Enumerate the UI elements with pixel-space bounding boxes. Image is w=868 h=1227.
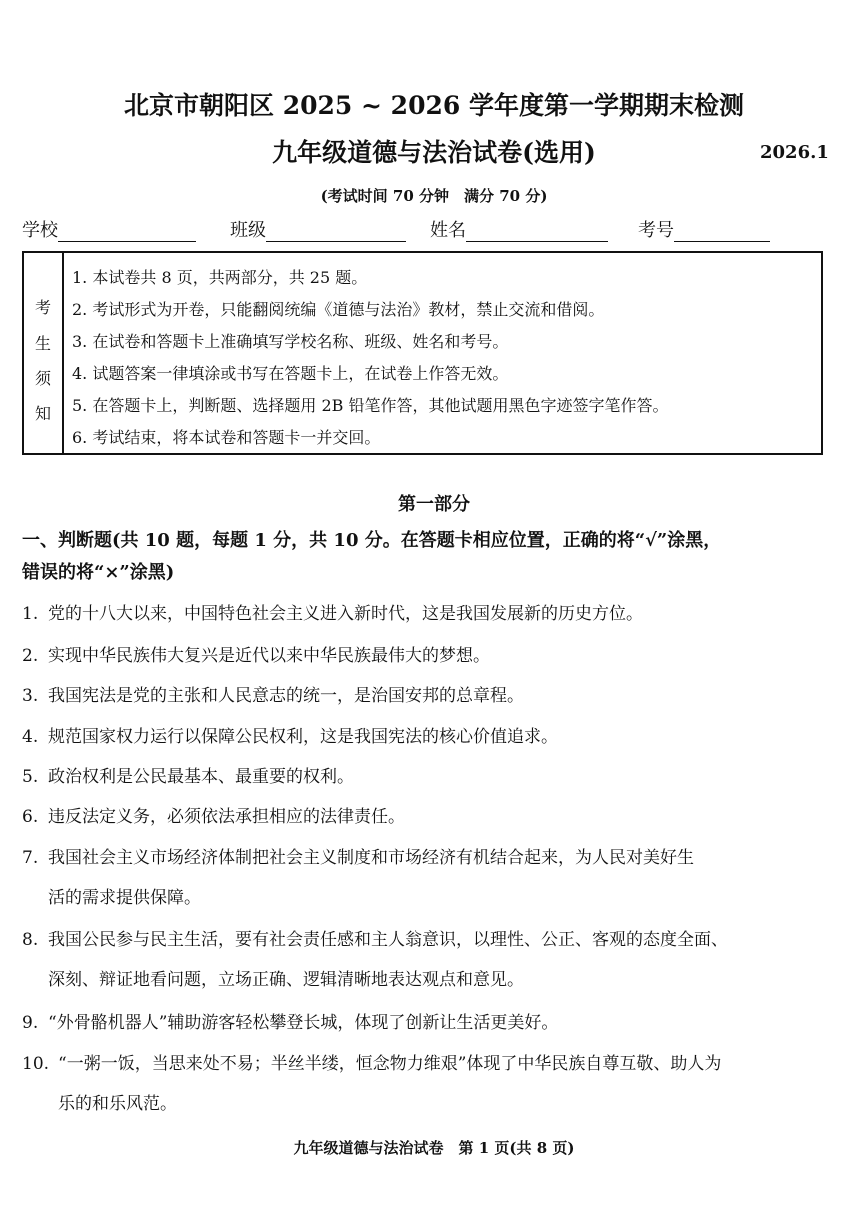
school-label: 学校 xyxy=(22,220,58,241)
exam-time-note: (考试时间 70 分钟 满分 70 分) xyxy=(320,187,548,205)
exam-no-field xyxy=(638,216,770,242)
notice-item: 6. 考试结束，将本试卷和答题卡一并交回。 xyxy=(72,428,381,447)
notice-label-char: 须 xyxy=(34,369,51,388)
notice-label-char: 生 xyxy=(34,334,51,353)
name-label: 姓名 xyxy=(430,220,466,241)
class-field xyxy=(230,216,406,242)
student-info-row xyxy=(22,216,822,244)
page-footer: 九年级道德与法治试卷 第 1 页(共 8 页) xyxy=(293,1139,575,1157)
school-blank[interactable] xyxy=(58,223,196,242)
question-item xyxy=(22,920,828,1000)
notice-item: 1. 本试卷共 8 页，共两部分，共 25 题。 xyxy=(72,268,368,287)
question-text: 我国公民参与民主生活，要有社会责任感和主人翁意识，以理性、公正、客观的态度全面、 xyxy=(48,930,728,950)
question-text: 党的十八大以来，中国特色社会主义进入新时代，这是我国发展新的历史方位。 xyxy=(48,604,643,624)
exam-date: 2026.1 xyxy=(760,142,829,163)
section-heading xyxy=(22,525,828,589)
question-number: 2. xyxy=(22,646,39,666)
school-field xyxy=(22,216,196,242)
notice-label-char: 知 xyxy=(34,404,51,423)
question-text-continued: 乐的和乐风范。 xyxy=(58,1094,177,1114)
question-item xyxy=(22,838,828,918)
name-field xyxy=(430,216,608,242)
question-number: 1. xyxy=(22,604,39,624)
question-text: 实现中华民族伟大复兴是近代以来中华民族最伟大的梦想。 xyxy=(48,646,490,666)
question-number: 8. xyxy=(22,930,39,950)
notice-item: 3. 在试卷和答题卡上准确填写学校名称、班级、姓名和考号。 xyxy=(72,332,509,351)
exam-title: 北京市朝阳区 2025 ~ 2026 学年度第一学期期末检测 xyxy=(124,91,744,120)
question-number: 4. xyxy=(22,727,39,747)
question-number: 3. xyxy=(22,686,39,706)
exam-subtitle: 九年级道德与法治试卷(选用) xyxy=(272,138,596,167)
question-text-continued: 深刻、辩证地看问题，立场正确、逻辑清晰地表达观点和意见。 xyxy=(48,970,524,990)
question-text: 政治权利是公民最基本、最重要的权利。 xyxy=(48,767,354,787)
question-number: 9. xyxy=(22,1013,39,1033)
exam-no-label: 考号 xyxy=(638,220,674,241)
question-text: 违反法定义务，必须依法承担相应的法律责任。 xyxy=(48,807,405,827)
question-text: “一粥一饭，当思来处不易；半丝半缕，恒念物力维艰”体现了中华民族自尊互敬、助人为 xyxy=(58,1054,722,1074)
exam-no-blank[interactable] xyxy=(674,223,770,242)
question-number: 7. xyxy=(22,848,39,868)
question-text: 我国社会主义市场经济体制把社会主义制度和市场经济有机结合起来，为人民对美好生 xyxy=(48,848,694,868)
part-title: 第一部分 xyxy=(398,494,470,515)
notice-label xyxy=(24,253,64,453)
notice-item: 5. 在答题卡上，判断题、选择题用 2B 铅笔作答，其他试题用黑色字迹签字笔作答。 xyxy=(72,396,669,415)
question-text: “外骨骼机器人”辅助游客轻松攀登长城，体现了创新让生活更美好。 xyxy=(48,1013,559,1033)
notice-item: 4. 试题答案一律填涂或书写在答题卡上，在试卷上作答无效。 xyxy=(72,364,509,383)
name-blank[interactable] xyxy=(466,223,608,242)
question-item xyxy=(22,1044,828,1124)
section-heading-line: 错误的将“×”涂黑) xyxy=(22,562,175,583)
class-label: 班级 xyxy=(230,220,266,241)
class-blank[interactable] xyxy=(266,223,406,242)
question-text-continued: 活的需求提供保障。 xyxy=(48,888,201,908)
notice-label-char: 考 xyxy=(34,298,51,317)
notice-item: 2. 考试形式为开卷，只能翻阅统编《道德与法治》教材，禁止交流和借阅。 xyxy=(72,300,605,319)
question-number: 6. xyxy=(22,807,39,827)
question-number: 10. xyxy=(22,1054,50,1074)
candidate-notice-box xyxy=(22,251,823,455)
question-text: 规范国家权力运行以保障公民权利，这是我国宪法的核心价值追求。 xyxy=(48,727,558,747)
section-heading-line: 一、判断题(共 10 题，每题 1 分，共 10 分。在答题卡相应位置，正确的将“√”涂黑， xyxy=(22,530,722,551)
question-number: 5. xyxy=(22,767,39,787)
question-text: 我国宪法是党的主张和人民意志的统一，是治国安邦的总章程。 xyxy=(48,686,524,706)
